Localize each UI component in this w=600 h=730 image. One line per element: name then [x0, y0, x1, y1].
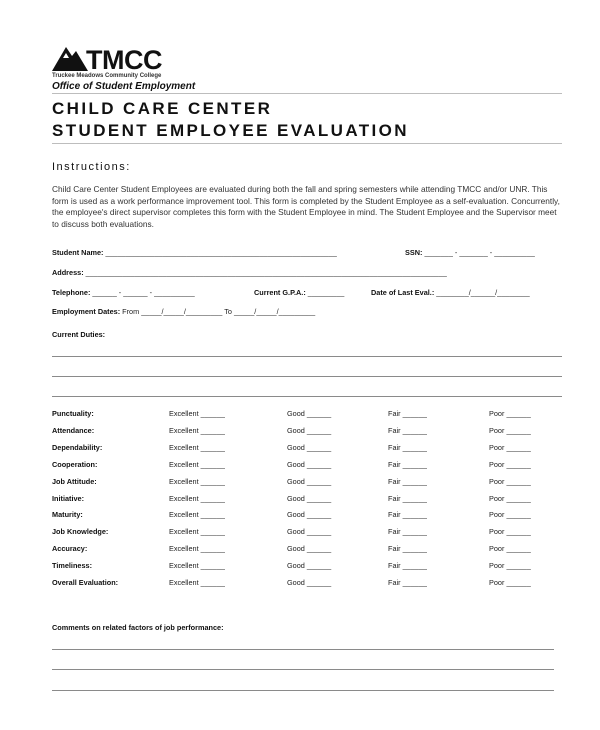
tmcc-logo	[52, 44, 212, 80]
gpa-field[interactable]	[254, 288, 344, 297]
current-duties-label	[52, 330, 105, 339]
rating-option-excellent[interactable]: Excellent ______	[169, 494, 225, 503]
address-label: Address:	[52, 268, 84, 277]
rating-option-good[interactable]: Good ______	[287, 409, 332, 418]
last-eval-field[interactable]	[371, 288, 530, 297]
rating-option-good[interactable]: Good ______	[287, 494, 332, 503]
rating-option-excellent[interactable]: Excellent ______	[169, 409, 225, 418]
address-field[interactable]	[52, 268, 447, 277]
form-title-line1: CHILD CARE CENTER	[52, 99, 273, 118]
rating-option-good[interactable]: Good ______	[287, 460, 332, 469]
rating-option-good[interactable]: Good ______	[287, 443, 332, 452]
telephone-blank: ______ - ______ - __________	[92, 288, 195, 297]
rating-option-excellent[interactable]: Excellent ______	[169, 578, 225, 587]
rating-option-fair[interactable]: Fair ______	[388, 426, 427, 435]
employment-dates-blank: From _____/_____/_________ To _____/_____/_________	[122, 307, 316, 316]
student-name-blank: _________________________________________________________	[105, 248, 337, 257]
rating-option-poor[interactable]: Poor ______	[489, 510, 531, 519]
rating-option-poor[interactable]: Poor ______	[489, 426, 531, 435]
rating-option-poor[interactable]: Poor ______	[489, 494, 531, 503]
duties-line-2[interactable]	[52, 376, 562, 377]
logo-wordmark: TMCC	[86, 45, 162, 75]
rating-option-fair[interactable]: Fair ______	[388, 460, 427, 469]
rating-option-fair[interactable]: Fair ______	[388, 494, 427, 503]
rating-option-fair[interactable]: Fair ______	[388, 544, 427, 553]
rating-criterion-label: Cooperation:	[52, 460, 98, 469]
comments-line-3[interactable]	[52, 690, 554, 691]
instructions-heading: Instructions:	[52, 161, 131, 173]
rating-option-excellent[interactable]: Excellent ______	[169, 477, 225, 486]
office-name: Office of Student Employment	[52, 81, 196, 92]
instructions-text: Child Care Center Student Employees are evaluated during both the fall and spring semesters while attending TMCC and/or UNR. This form is used as a work performance improvement tool. This form is completed by the Student Employee as a self-evaluation. Concurrently, the employee's direct supervisor completes this form with the Student Employee in mind. The Student Employee and the Supervisor meet to discuss both evaluations.	[52, 184, 560, 229]
rating-criterion-label: Timeliness:	[52, 561, 93, 570]
comments-line-2[interactable]	[52, 669, 554, 670]
rating-option-poor[interactable]: Poor ______	[489, 460, 531, 469]
rating-option-poor[interactable]: Poor ______	[489, 561, 531, 570]
rating-option-good[interactable]: Good ______	[287, 510, 332, 519]
rating-criterion-label: Attendance:	[52, 426, 95, 435]
rating-option-excellent[interactable]: Excellent ______	[169, 426, 225, 435]
rating-option-fair[interactable]: Fair ______	[388, 409, 427, 418]
rating-option-good[interactable]: Good ______	[287, 477, 332, 486]
employment-dates-field[interactable]	[52, 307, 315, 316]
title-divider	[52, 143, 562, 144]
rating-criterion-label: Accuracy:	[52, 544, 88, 553]
rating-option-poor[interactable]: Poor ______	[489, 578, 531, 587]
rating-criterion-label: Overall Evaluation:	[52, 578, 119, 587]
rating-option-fair[interactable]: Fair ______	[388, 510, 427, 519]
rating-option-good[interactable]: Good ______	[287, 426, 332, 435]
address-blank: _________________________________________________________________________________________	[85, 268, 447, 277]
last-eval-blank: ________/______/________	[436, 288, 530, 297]
header-divider	[52, 93, 562, 94]
rating-option-poor[interactable]: Poor ______	[489, 477, 531, 486]
last-eval-label: Date of Last Eval.:	[371, 288, 435, 297]
gpa-label: Current G.P.A.:	[254, 288, 306, 297]
rating-option-fair[interactable]: Fair ______	[388, 578, 427, 587]
mountain-logo-icon	[52, 44, 88, 72]
rating-criterion-label: Job Knowledge:	[52, 527, 109, 536]
ssn-field[interactable]	[405, 248, 535, 257]
student-name-label: Student Name:	[52, 248, 104, 257]
duties-line-3[interactable]	[52, 396, 562, 397]
ssn-label: SSN:	[405, 248, 423, 257]
rating-criterion-label: Job Attitude:	[52, 477, 97, 486]
student-name-field[interactable]	[52, 248, 337, 257]
ssn-blank: _______ - _______ - __________	[424, 248, 535, 257]
rating-option-poor[interactable]: Poor ______	[489, 409, 531, 418]
rating-option-fair[interactable]: Fair ______	[388, 527, 427, 536]
rating-option-excellent[interactable]: Excellent ______	[169, 510, 225, 519]
rating-criterion-label: Punctuality:	[52, 409, 94, 418]
rating-option-fair[interactable]: Fair ______	[388, 477, 427, 486]
current-duties-label-text: Current Duties:	[52, 330, 106, 339]
rating-option-good[interactable]: Good ______	[287, 527, 332, 536]
rating-option-excellent[interactable]: Excellent ______	[169, 443, 225, 452]
rating-criterion-label: Dependability:	[52, 443, 103, 452]
rating-option-excellent[interactable]: Excellent ______	[169, 561, 225, 570]
rating-option-excellent[interactable]: Excellent ______	[169, 544, 225, 553]
rating-option-excellent[interactable]: Excellent ______	[169, 460, 225, 469]
rating-option-good[interactable]: Good ______	[287, 544, 332, 553]
rating-option-poor[interactable]: Poor ______	[489, 544, 531, 553]
rating-option-fair[interactable]: Fair ______	[388, 443, 427, 452]
telephone-field[interactable]	[52, 288, 195, 297]
comments-label: Comments on related factors of job performance:	[52, 623, 224, 632]
rating-criterion-label: Maturity:	[52, 510, 83, 519]
rating-option-excellent[interactable]: Excellent ______	[169, 527, 225, 536]
telephone-label: Telephone:	[52, 288, 91, 297]
rating-option-poor[interactable]: Poor ______	[489, 527, 531, 536]
rating-option-good[interactable]: Good ______	[287, 578, 332, 587]
form-title-line2: STUDENT EMPLOYEE EVALUATION	[52, 121, 409, 140]
comments-line-1[interactable]	[52, 649, 554, 650]
logo-subtitle: Truckee Meadows Community College	[52, 73, 162, 79]
rating-criterion-label: Initiative:	[52, 494, 85, 503]
rating-option-fair[interactable]: Fair ______	[388, 561, 427, 570]
employment-dates-label: Employment Dates:	[52, 307, 121, 316]
gpa-blank: _________	[307, 288, 345, 297]
rating-option-good[interactable]: Good ______	[287, 561, 332, 570]
duties-line-1[interactable]	[52, 356, 562, 357]
rating-option-poor[interactable]: Poor ______	[489, 443, 531, 452]
